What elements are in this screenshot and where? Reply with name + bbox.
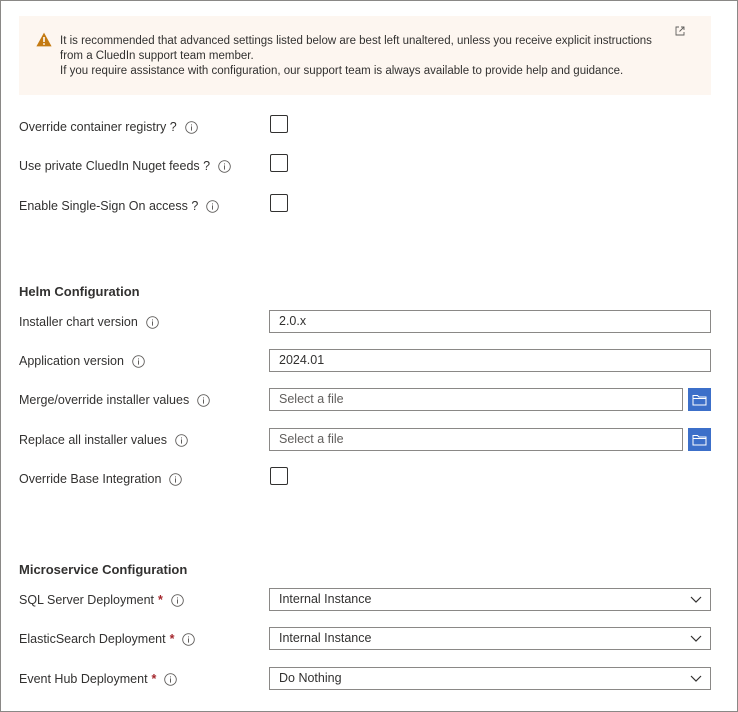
- warning-text: [60, 34, 680, 79]
- eventhub-deployment-select[interactable]: [269, 667, 711, 690]
- info-icon[interactable]: [171, 594, 184, 607]
- info-icon[interactable]: [206, 200, 219, 213]
- info-icon[interactable]: [132, 355, 145, 368]
- info-icon[interactable]: [218, 160, 231, 173]
- info-icon[interactable]: [175, 434, 188, 447]
- chevron-down-icon: [690, 634, 702, 643]
- override-base-checkbox[interactable]: [270, 467, 288, 485]
- chevron-down-icon: [690, 595, 702, 604]
- app-version-label: Application version: [19, 354, 145, 368]
- override-registry-checkbox[interactable]: [270, 115, 288, 133]
- chart-version-label: Installer chart version: [19, 315, 159, 329]
- replace-values-browse-button[interactable]: [688, 428, 711, 451]
- info-icon[interactable]: [182, 633, 195, 646]
- sql-deployment-select[interactable]: [269, 588, 711, 611]
- override-registry-label: Override container registry ?: [19, 120, 198, 134]
- helm-section-title: Helm Configuration: [19, 284, 140, 299]
- merge-values-browse-button[interactable]: [688, 388, 711, 411]
- merge-values-label: Merge/override installer values: [19, 393, 210, 407]
- replace-values-file-input[interactable]: Select a file: [269, 428, 683, 451]
- private-nuget-checkbox[interactable]: [270, 154, 288, 172]
- microservice-section-title: Microservice Configuration: [19, 562, 188, 577]
- required-marker: *: [158, 593, 163, 607]
- folder-icon: [692, 394, 707, 406]
- info-icon[interactable]: [169, 473, 182, 486]
- folder-icon: [692, 434, 707, 446]
- info-icon[interactable]: [185, 121, 198, 134]
- sql-deployment-label: SQL Server Deployment *: [19, 593, 184, 607]
- merge-values-file-input[interactable]: Select a file: [269, 388, 683, 411]
- eventhub-deployment-label: Event Hub Deployment *: [19, 672, 177, 686]
- app-version-input[interactable]: 2024.01: [269, 349, 711, 372]
- private-nuget-label: Use private CluedIn Nuget feeds ?: [19, 159, 231, 173]
- elastic-deployment-value: Internal Instance: [279, 631, 372, 645]
- warning-icon: [36, 32, 52, 47]
- override-base-label: Override Base Integration: [19, 472, 182, 486]
- eventhub-deployment-value: Do Nothing: [279, 671, 342, 685]
- chart-version-input[interactable]: 2.0.x: [269, 310, 711, 333]
- sso-checkbox[interactable]: [270, 194, 288, 212]
- required-marker: *: [169, 632, 175, 646]
- sql-deployment-value: Internal Instance: [279, 592, 372, 606]
- replace-values-label: Replace all installer values: [19, 433, 188, 447]
- warning-banner: [19, 16, 711, 95]
- info-icon[interactable]: [164, 673, 177, 686]
- info-icon[interactable]: [146, 316, 159, 329]
- elastic-deployment-label: ElasticSearch Deployment *: [19, 632, 195, 646]
- required-marker: *: [151, 672, 157, 686]
- warning-line-3: If you require assistance with configuration, our support team is always available to provide help and guidance.: [60, 65, 624, 77]
- chevron-down-icon: [690, 674, 702, 683]
- info-icon[interactable]: [197, 394, 210, 407]
- elastic-deployment-select[interactable]: [269, 627, 711, 650]
- sso-label: Enable Single-Sign On access ?: [19, 199, 219, 213]
- warning-line-1: It is recommended that advanced settings listed below are best left unaltered, unless you receive explicit instructions: [60, 35, 652, 47]
- warning-line-2: from a CluedIn support team member.: [60, 50, 254, 62]
